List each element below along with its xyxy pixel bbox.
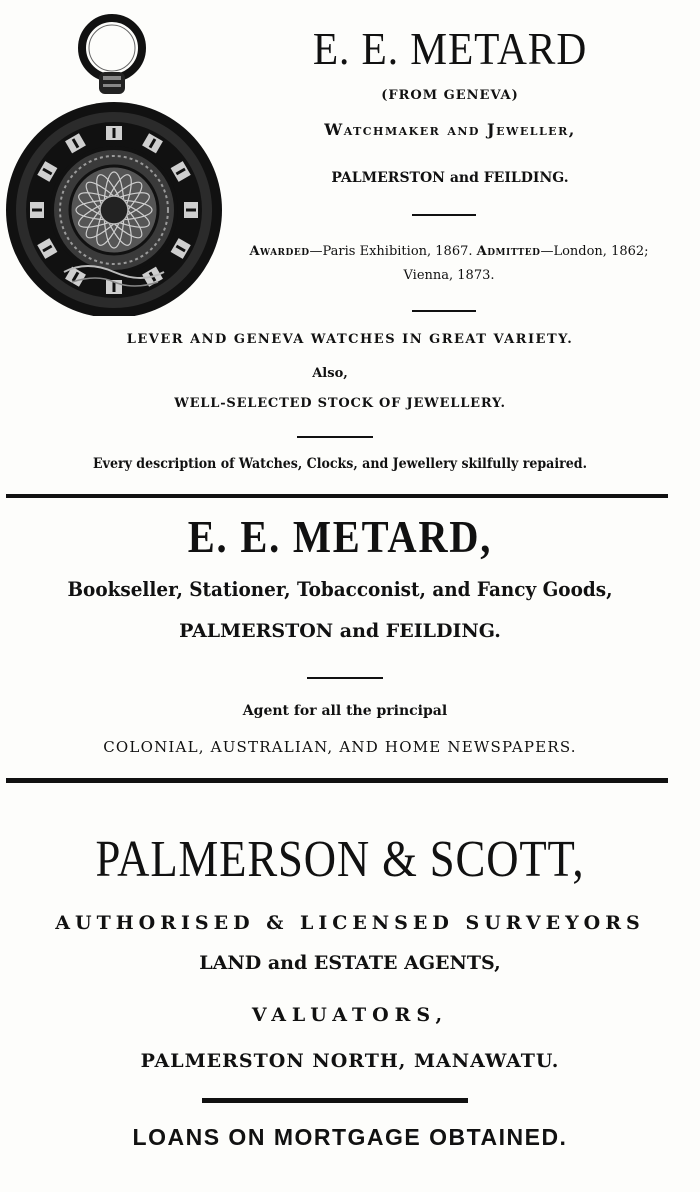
watchmaker-towns: PALMERSTON and FEILDING. <box>331 170 569 186</box>
surveyors-land-agents: LAND and ESTATE AGENTS, <box>199 952 501 974</box>
section-divider <box>6 778 668 783</box>
admitted-detail: —London, 1862; Vienna, 1873. <box>403 244 649 283</box>
newspapers-text: COLONIAL, AUSTRALIAN, AND HOME NEWSPAPERS. <box>103 738 577 756</box>
jewellery-stock: WELL-SELECTED STOCK OF JEWELLERY. <box>174 396 506 411</box>
pocket-watch-illustration <box>2 10 224 316</box>
divider <box>202 1098 468 1103</box>
watchmaker-name: E. E. METARD <box>312 23 588 74</box>
watches-variety: LEVER AND GENEVA WATCHES IN GREAT VARIETY. <box>126 332 574 347</box>
bookseller-trade: Bookseller, Stationer, Tobacconist, and Fancy Goods, <box>67 577 613 601</box>
divider <box>412 214 476 216</box>
divider <box>307 677 383 679</box>
watchmaker-trade: Watchmaker and Jeweller, <box>324 120 576 139</box>
awarded-detail: —Paris Exhibition, 1867. <box>309 244 473 259</box>
watchmaker-origin: (FROM GENEVA) <box>381 88 519 103</box>
admitted-label: Admitted <box>476 244 541 259</box>
repairs-text: Every description of Watches, Clocks, and Jewellery skilfully repaired. <box>93 456 587 472</box>
surveyors-valuators: VALUATORS, <box>251 1004 449 1026</box>
awarded-label: Awarded <box>249 244 310 259</box>
surveyors-authorised: AUTHORISED & LICENSED SURVEYORS <box>55 912 645 934</box>
agent-text: Agent for all the principal <box>242 703 448 719</box>
surveyors-name: PALMERSON & SCOTT, <box>95 831 585 888</box>
section-divider <box>6 494 668 498</box>
divider <box>412 310 476 312</box>
loans-text: LOANS ON MORTGAGE OBTAINED. <box>132 1124 568 1150</box>
bookseller-towns: PALMERSTON and FEILDING. <box>179 620 501 642</box>
also-text: Also, <box>312 366 348 381</box>
surveyors-location: PALMERSTON NORTH, MANAWATU. <box>140 1050 560 1072</box>
watchmaker-awards <box>228 240 670 288</box>
divider <box>297 436 373 438</box>
bookseller-name: E. E. METARD, <box>187 511 493 562</box>
